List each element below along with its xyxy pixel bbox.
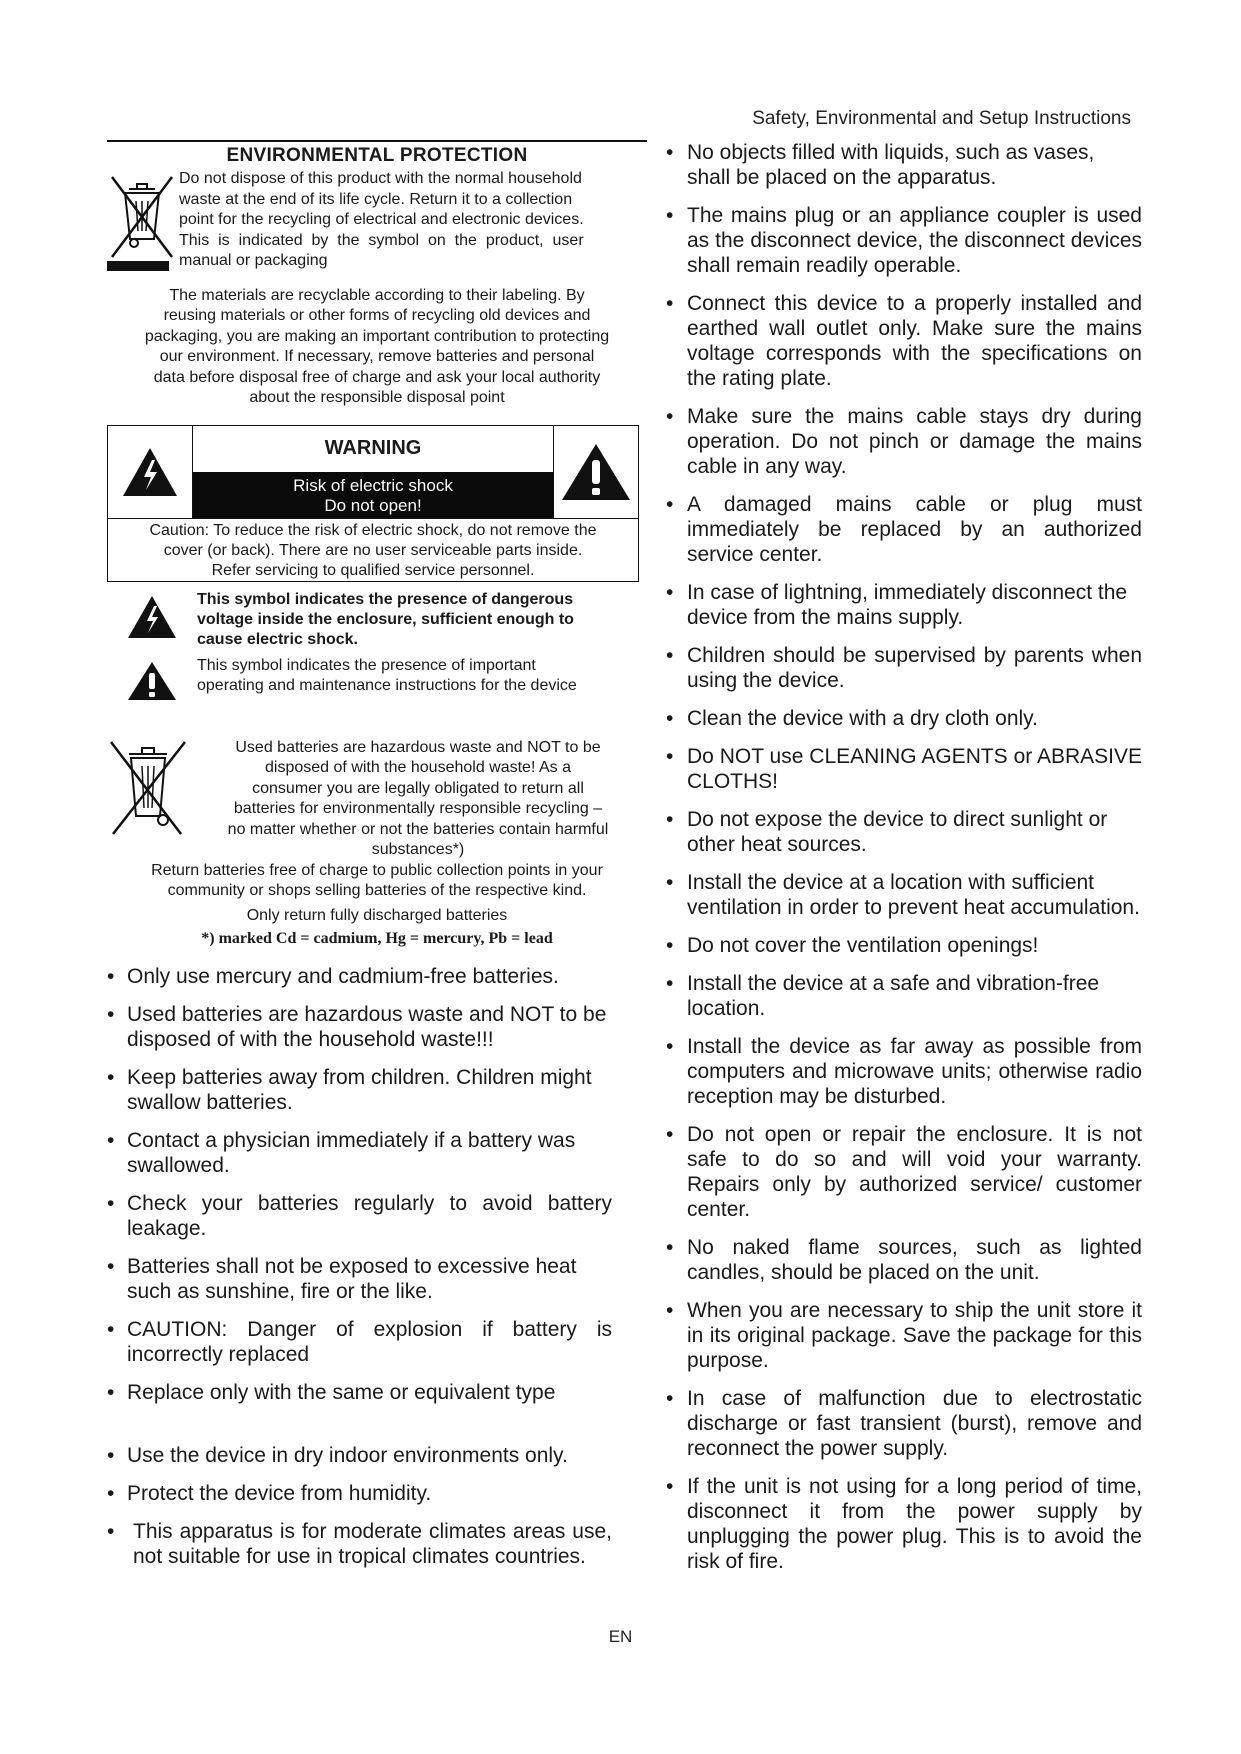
battery-marked-note: *) marked Cd = cadmium, Hg = mercury, Pb = lead	[201, 930, 553, 947]
list-item: • Do NOT use CLEANING AGENTS or ABRASIVE CLOTHS!	[666, 744, 1142, 794]
list-item: • CAUTION: Danger of explosion if battery is incorrectly replaced	[107, 1317, 612, 1367]
crossed-bin-icon	[107, 169, 177, 271]
list-item: • Only use mercury and cadmium-free batteries.	[107, 964, 612, 989]
list-item: • Install the device at a safe and vibration-free location.	[666, 971, 1142, 1021]
lightning-triangle-icon	[121, 446, 179, 498]
materials-line: packaging, you are making an important contribution to protecting	[144, 327, 610, 345]
list-item: • If the unit is not using for a long period of time, disconnect it from the power supply by unplugging the power plug. This is to avoid the risk of fire.	[666, 1474, 1142, 1574]
list-item: • Install the device as far away as possible from computers and microwave units; otherwise radio reception may be disturbed.	[666, 1034, 1142, 1109]
section-header: Safety, Environmental and Setup Instructions	[752, 108, 1131, 129]
battery-return-line: community or shops selling batteries of the respective kind.	[167, 882, 587, 899]
list-item: • Protect the device from humidity.	[107, 1481, 612, 1506]
list-item: • The mains plug or an appliance coupler is used as the disconnect device, the disconnect devices shall remain readily operable.	[666, 203, 1142, 278]
lightning-triangle-icon	[126, 594, 178, 640]
weee-text-line: Do not dispose of this product with the normal household	[179, 170, 582, 187]
weee-text-line: manual or packaging	[179, 252, 328, 269]
list-item: • No objects filled with liquids, such as vases, shall be placed on the apparatus.	[666, 140, 1142, 190]
battery-return-line: Return batteries free of charge to public collection points in your	[151, 861, 603, 879]
battery-disposal-text	[189, 738, 647, 861]
exclamation-symbol-row	[107, 656, 647, 702]
lightning-warning-icon-box	[108, 426, 193, 518]
list-item: • Clean the device with a dry cloth only.	[666, 706, 1142, 731]
list-item: • Keep batteries away from children. Children might swallow batteries.	[107, 1065, 612, 1115]
list-item: • A damaged mains cable or plug must immediately be replaced by an authorized service center.	[666, 492, 1142, 567]
safety-bullet-list	[666, 140, 1142, 1574]
list-item: • Use the device in dry indoor environments only.	[107, 1443, 612, 1468]
page-language-footer: EN	[608, 1627, 633, 1646]
crossed-battery-bin-icon	[107, 738, 189, 840]
environment-title: ENVIRONMENTAL PROTECTION	[107, 140, 647, 169]
weee-text-line: waste at the end of its life cycle. Return it to a collection	[179, 190, 573, 208]
list-item: • Do not expose the device to direct sunlight or other heat sources.	[666, 807, 1142, 857]
battery-disposal-line: consumer you are legally obligated to return all	[252, 779, 584, 797]
list-item: • This apparatus is for moderate climates areas use, not suitable for use in tropical climates countries.	[107, 1519, 612, 1569]
exclamation-triangle-icon	[126, 660, 178, 702]
materials-line: about the responsible disposal point	[249, 389, 505, 406]
warning-risk-text: Risk of electric shock	[293, 475, 453, 495]
materials-line: reusing materials or other forms of recycling old devices and	[163, 307, 591, 324]
list-item: • Batteries shall not be exposed to excessive heat such as sunshine, fire or the like.	[107, 1254, 612, 1304]
right-column	[666, 140, 1142, 1587]
warning-title: WARNING	[324, 436, 422, 459]
list-item: • Used batteries are hazardous waste and NOT to be disposed of with the household waste!!!	[107, 1002, 612, 1052]
exclamation-symbol-line: operating and maintenance instructions for the device	[197, 676, 577, 694]
battery-disposal-line: disposed of with the household waste! As a	[265, 759, 571, 776]
battery-disposal-line: Used batteries are hazardous waste and NOT to be	[235, 738, 601, 756]
caution-line: Caution: To reduce the risk of electric shock, do not remove the	[149, 521, 597, 539]
list-item: • Install the device at a location with sufficient ventilation in order to prevent heat accumulation.	[666, 870, 1142, 920]
caution-line: cover (or back). There are no user serviceable parts inside.	[163, 541, 583, 559]
materials-line: our environment. If necessary, remove batteries and personal	[159, 348, 595, 365]
list-item: • In case of lightning, immediately disconnect the device from the mains supply.	[666, 580, 1142, 630]
list-item: • Connect this device to a properly installed and earthed wall outlet only. Make sure the mains voltage corresponds with the specifications on the rating plate.	[666, 291, 1142, 391]
battery-return-text	[107, 861, 647, 927]
battery-disposal-section	[107, 738, 647, 861]
list-item: • Make sure the mains cable stays dry during operation. Do not pinch or damage the mains cable in any way.	[666, 404, 1142, 479]
battery-disposal-line: substances*)	[371, 841, 465, 858]
warning-caution-text	[108, 519, 638, 581]
weee-text	[177, 169, 584, 272]
list-item: • Replace only with the same or equivalent type	[107, 1380, 612, 1405]
list-item: • Do not open or repair the enclosure. It is not safe to do so and will void your warranty. Repairs only by authorized service/ customer center.	[666, 1122, 1142, 1222]
battery-bullet-list	[107, 964, 612, 1569]
lightning-symbol-line: cause electric shock.	[197, 630, 358, 648]
exclamation-symbol-line: This symbol indicates the presence of important	[197, 656, 536, 674]
materials-text	[107, 286, 647, 409]
caution-line: Refer servicing to qualified service personnel.	[211, 561, 535, 579]
materials-line: The materials are recyclable according to their labeling. By	[169, 286, 585, 304]
list-item: • Contact a physician immediately if a battery was swallowed.	[107, 1128, 612, 1178]
battery-only-return-line: Only return fully discharged batteries	[246, 906, 508, 924]
warning-black-banner	[193, 472, 553, 518]
list-item: • Children should be supervised by parents when using the device.	[666, 643, 1142, 693]
lightning-symbol-row	[107, 590, 647, 650]
warning-do-not-open-text: Do not open!	[324, 495, 422, 515]
materials-line: data before disposal free of charge and ask your local authority	[153, 368, 601, 386]
battery-disposal-line: batteries for environmentally responsible recycling –	[233, 800, 603, 817]
lightning-symbol-line: voltage inside the enclosure, sufficient enough to	[197, 610, 574, 628]
lightning-symbol-line: This symbol indicates the presence of dangerous	[197, 590, 574, 608]
exclamation-triangle-icon	[560, 442, 632, 502]
list-item: • Check your batteries regularly to avoid battery leakage.	[107, 1191, 612, 1241]
left-column	[107, 140, 647, 1582]
list-item: • No naked flame sources, such as lighted candles, should be placed on the unit.	[666, 1235, 1142, 1285]
list-item: • Do not cover the ventilation openings!	[666, 933, 1142, 958]
weee-section	[107, 169, 647, 272]
weee-text-line: This is indicated by the symbol on the product, user	[179, 231, 584, 249]
exclamation-warning-icon-box	[553, 426, 638, 518]
warning-box	[107, 425, 639, 582]
list-item: • In case of malfunction due to electrostatic discharge or fast transient (burst), remove and reconnect the power supply.	[666, 1386, 1142, 1461]
weee-text-line: point for the recycling of electrical and electronic devices.	[179, 211, 584, 228]
battery-disposal-line: no matter whether or not the batteries contain harmful	[227, 820, 609, 838]
list-item: • When you are necessary to ship the unit store it in its original package. Save the package for this purpose.	[666, 1298, 1142, 1373]
